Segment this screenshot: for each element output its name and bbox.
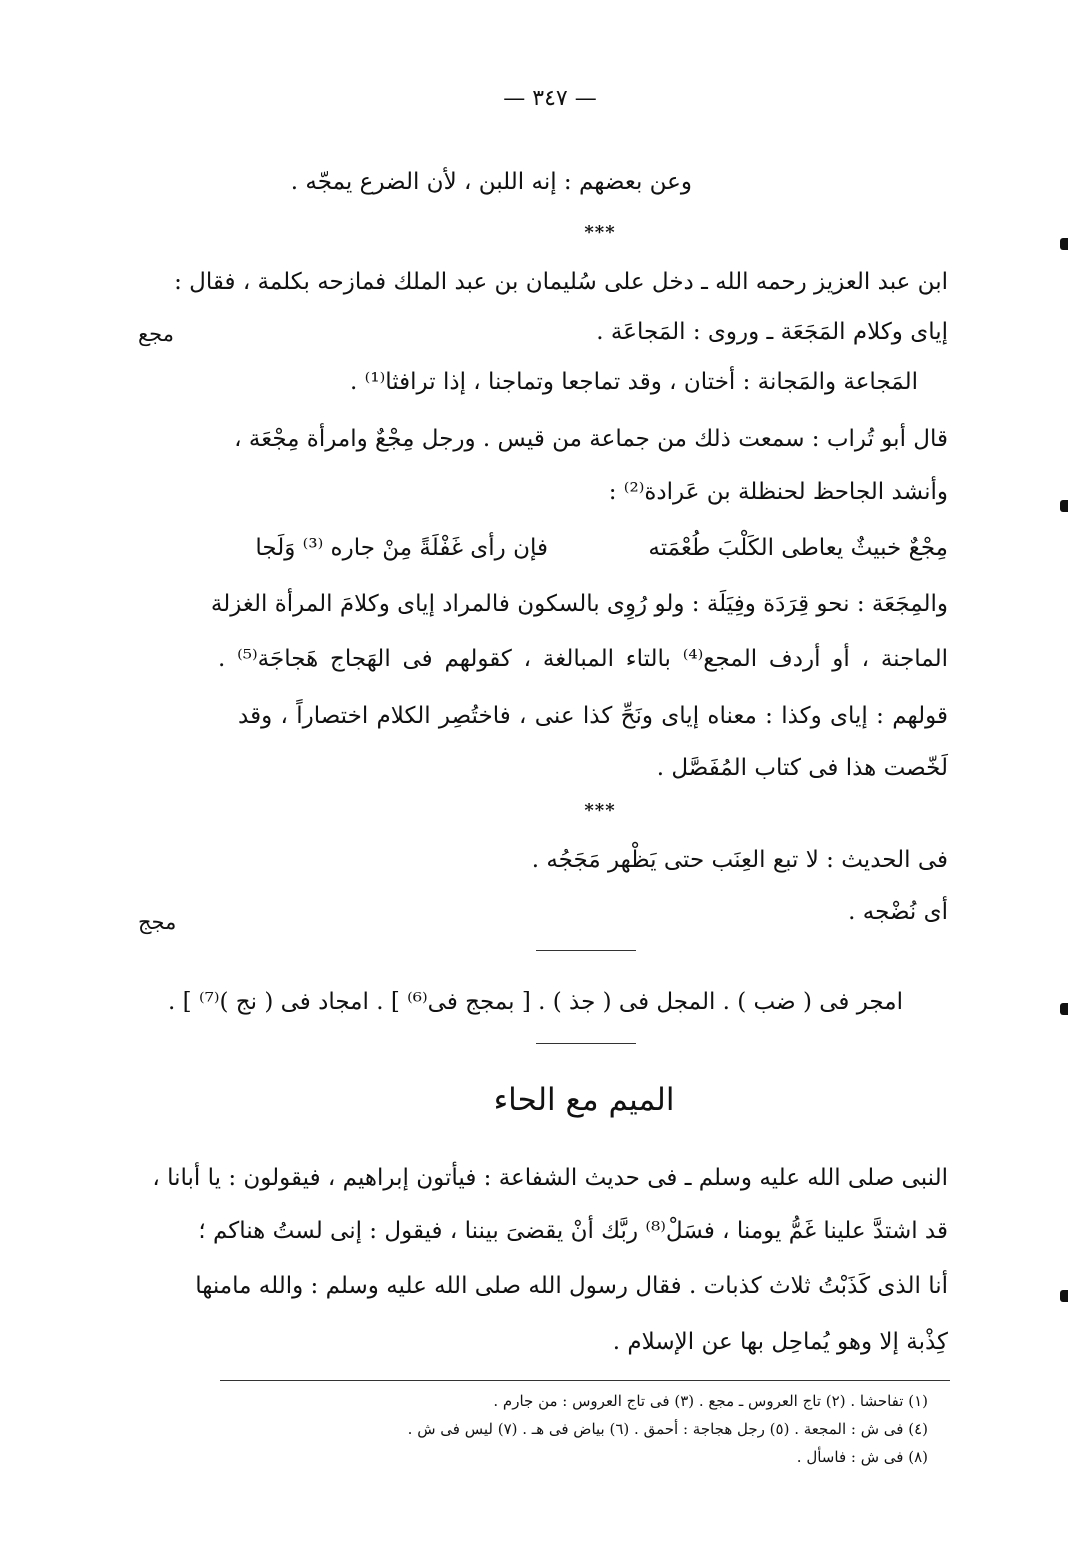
margin-root-word: مجج <box>138 910 177 934</box>
text-line: أنا الذى كَذَبْتُ ثلاث كذبات . فقال رسول الله صلى الله عليه وسلم : والله مامنها <box>195 1273 948 1299</box>
margin-root-word: مجع <box>138 322 174 346</box>
cross-reference-line: امجر فى ( ضب ) . المجل فى ( جذ ) . [ بمجج فى⁽⁶⁾ ] . امجاد فى ( نج )⁽⁷⁾ ] . <box>168 989 903 1015</box>
text-line: والمِجَعَة : نحو قِرَدَة وفِيَلَة : ولو رُوِى بالسكون فالمراد إياى وكلامَ المرأة الغزلة <box>210 591 948 617</box>
text-line: ابن عبد العزيز رحمه الله ـ دخل على سُليمان بن عبد الملك فمازحه بكلمة ، فقال : <box>174 269 948 295</box>
footnote-row: (٨) فى ش : فاسأل . <box>796 1448 928 1466</box>
divider-rule <box>536 1043 636 1044</box>
scan-mark <box>1060 238 1068 250</box>
text-line: وعن بعضهم : إنه اللبن ، لأن الضرع يمجّه . <box>290 169 692 195</box>
scan-mark <box>1060 500 1068 512</box>
text-line: كِذْبة إلا وهو يُماحِل بها عن الإسلام . <box>612 1329 948 1355</box>
text-line: وأنشد الجاحظ لحنظلة بن عَرادة⁽²⁾ : <box>608 479 948 505</box>
footnote-divider <box>220 1380 950 1381</box>
text-line: لَخّصت هذا فى كتاب المُفَصَّل . <box>656 755 948 781</box>
text-line: فى الحديث : لا تبع العِنَب حتى يَظْهر مَجَجُه . <box>531 847 948 873</box>
text-line: المَجاعة والمَجانة : أختان ، وقد تماجعا وتماجنا ، إذا ترافثا⁽¹⁾ . <box>350 369 918 395</box>
section-separator: *** <box>584 222 616 243</box>
page-number: — ٣٤٧ — <box>503 86 597 111</box>
text-line: قولهم : إياى وكذا : معناه إياى ونَحِّ كذا عنى ، فاختُصِر الكلام اختصاراً ، وقد <box>238 703 948 729</box>
section-separator: *** <box>584 800 616 821</box>
text-line: الماجنة ، أو أردف المجع⁽⁴⁾ بالتاء المبالغة ، كقولهم فى الهَجاج هَجاجَة⁽⁵⁾ . <box>218 646 949 672</box>
verse-hemistich-left: فإن رأى غَفْلَةً مِنْ جاره ⁽³⁾ وَلَجا <box>255 535 548 561</box>
text-line: إياى وكلام المَجَعَة ـ وروى : المَجاعَة . <box>596 319 948 345</box>
scan-mark <box>1060 1003 1068 1015</box>
footnote-row: (١) تفاحشا . (٢) تاج العروس ـ مجع . (٣) فى تاج العروس : من جارم . <box>493 1392 928 1410</box>
text-line: النبى صلى الله عليه وسلم ـ فى حديث الشفاعة : فيأتون إبراهيم ، فيقولون : يا أبانا ، <box>152 1165 948 1191</box>
text-line: قد اشتدَّ علينا غَمُّ يومنا ، فسَلْ⁽⁸⁾ ربَّك أنْ يقضىَ بيننا ، فيقول : إنى لستُ هناكم ؛ <box>198 1218 948 1244</box>
footnote-row: (٤) فى ش : المجعة . (٥) رجل هجاجة : أحمق . (٦) بياض فى هـ . (٧) ليس فى ش . <box>407 1420 928 1438</box>
divider-rule <box>536 950 636 951</box>
verse-hemistich-right: مِجْعٌ خبيثٌ يعاطى الكَلْبَ طُعْمَته <box>648 535 948 561</box>
scan-mark <box>1060 1290 1068 1302</box>
text-line: قال أبو تُراب : سمعت ذلك من جماعة من قيس . ورجل مِجْعٌ وامرأة مِجْعَة ، <box>234 426 948 452</box>
text-line: أى نُضْجه . <box>848 899 948 925</box>
section-heading: الميم مع الحاء <box>493 1082 675 1118</box>
